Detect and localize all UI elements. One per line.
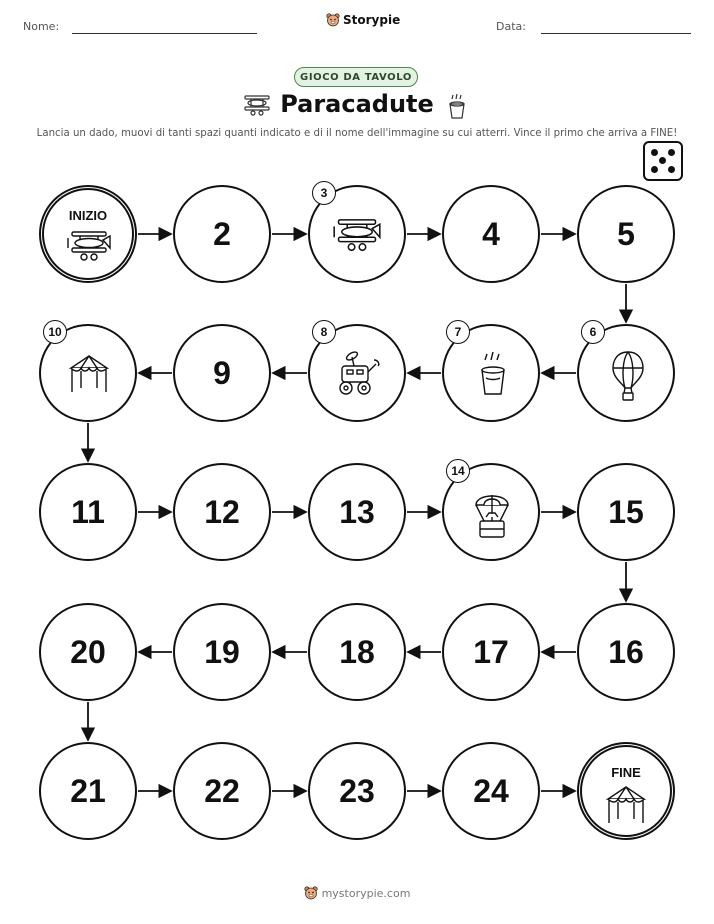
board-space <box>442 185 540 283</box>
game-type-badge: GIOCO DA TAVOLO <box>294 67 418 87</box>
bear-icon <box>326 13 340 27</box>
dice-five-icon <box>643 141 683 181</box>
page-title: Paracadute <box>280 90 434 118</box>
space-number-badge: 7 <box>446 320 470 344</box>
space-number: 11 <box>71 493 105 530</box>
bear-icon <box>304 886 318 900</box>
board-space <box>308 463 406 561</box>
footer-url: mystorypie.com <box>321 886 411 900</box>
biplane-icon <box>332 215 382 253</box>
space-number: 2 <box>213 215 231 252</box>
canopy-icon <box>67 354 111 394</box>
board-space <box>173 742 271 840</box>
space-number: 9 <box>213 354 231 391</box>
start-label: INIZIO <box>68 208 108 223</box>
brand-name: Storypie <box>343 13 401 27</box>
space-number-badge: 6 <box>581 320 605 344</box>
date-line[interactable] <box>541 33 691 34</box>
space-number: 23 <box>339 772 375 809</box>
brand <box>326 13 400 27</box>
name-label: Nome: <box>23 20 60 33</box>
space-number: 12 <box>204 493 240 530</box>
board-space <box>442 742 540 840</box>
board-space <box>39 603 137 701</box>
space-number: 22 <box>204 772 240 809</box>
finish-label: FINE <box>611 765 641 780</box>
space-number: 5 <box>617 215 635 252</box>
board-space <box>577 463 675 561</box>
space-number-badge: 14 <box>446 459 470 483</box>
board-space <box>39 742 137 840</box>
space-number: 18 <box>339 633 375 670</box>
biplane-icon <box>66 228 112 262</box>
board-space <box>173 185 271 283</box>
space-number-badge: 8 <box>312 320 336 344</box>
space-number: 4 <box>482 215 500 252</box>
board-space-finish <box>577 742 675 840</box>
space-number: 16 <box>608 633 644 670</box>
board-space <box>308 742 406 840</box>
bucket-icon <box>478 350 508 398</box>
space-number: 13 <box>339 493 375 530</box>
space-number: 21 <box>70 772 106 809</box>
space-number: 20 <box>70 633 106 670</box>
space-number: 19 <box>204 633 240 670</box>
footer <box>0 886 714 900</box>
board-space <box>39 463 137 561</box>
instructions: Lancia un dado, muovi di tanti spazi quanti indicato e di il nome dell'immagine su cui atterri. Vince il primo che arriva a FINE! <box>36 128 678 139</box>
rover-icon <box>332 348 384 400</box>
date-label: Data: <box>496 20 526 33</box>
board-space <box>442 603 540 701</box>
space-number-badge: 3 <box>312 181 336 205</box>
bucket-icon <box>446 92 468 120</box>
board-space <box>173 324 271 422</box>
parachute-crate-icon <box>472 487 512 541</box>
board-space <box>173 463 271 561</box>
canopy-icon <box>604 785 648 825</box>
board-space <box>173 603 271 701</box>
space-number: 15 <box>608 493 644 530</box>
space-number: 24 <box>473 772 509 809</box>
hot-air-balloon-icon <box>611 350 645 402</box>
space-number: 17 <box>473 633 509 670</box>
board-space-start <box>39 185 137 283</box>
board-space <box>577 603 675 701</box>
name-line[interactable] <box>72 33 257 34</box>
board-space <box>308 603 406 701</box>
board-space <box>577 185 675 283</box>
space-number-badge: 10 <box>43 320 67 344</box>
